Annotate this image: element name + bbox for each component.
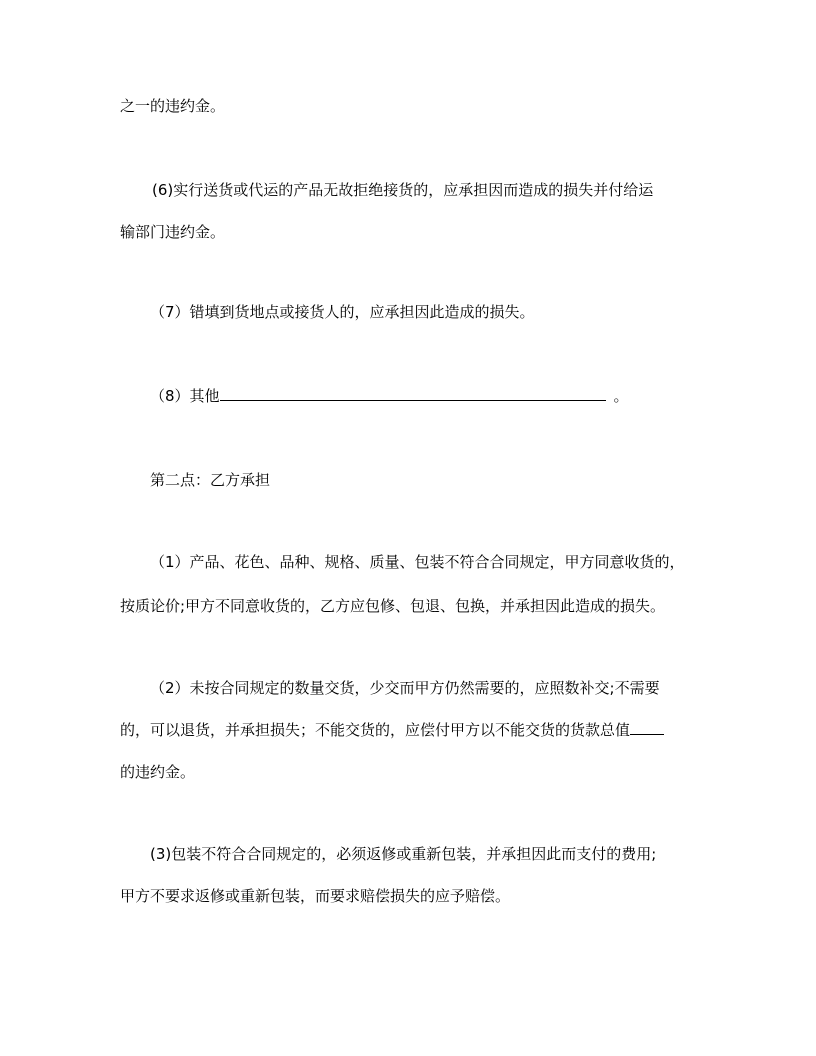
text-line: 之一的违约金。 (120, 97, 226, 115)
clause-b2-line-1: （2）未按合同规定的数量交货，少交而甲方仍然需要的，应照数补交;不需要 (150, 679, 660, 697)
clause-b1-line-2: 按质论价;甲方不同意收货的，乙方应包修、包退、包换，并承担因此造成的损失。 (120, 597, 666, 615)
section-heading: 第二点：乙方承担 (150, 471, 271, 489)
clause-7: （7）错填到货地点或接货人的，应承担因此造成的损失。 (150, 303, 535, 321)
clause-b3-line-1: (3)包装不符合合同规定的，必须返修或重新包装，并承担因此而支付的费用; (150, 845, 657, 863)
clause-6-line-1: (6)实行送货或代运的产品无故拒绝接货的，应承担因而造成的损失并付给运 (152, 181, 654, 199)
clause-b2-line-2 (120, 720, 664, 740)
clause-b2-text: 的，可以退货，并承担损失；不能交货的，应偿付甲方以不能交货的货款总值 (120, 721, 631, 739)
clause-8 (150, 386, 629, 406)
clause-6-line-2: 输部门违约金。 (120, 223, 226, 241)
clause-b2-line-3: 的违约金。 (120, 763, 196, 781)
fill-in-blank (220, 386, 606, 401)
clause-8-label: （8）其他 (150, 387, 220, 405)
fill-in-blank (630, 720, 664, 735)
clause-b1-line-1: （1）产品、花色、品种、规格、质量、包装不符合合同规定，甲方同意收货的， (150, 553, 685, 571)
clause-8-period: 。 (613, 387, 629, 405)
clause-b3-line-2: 甲方不要求返修或重新包装，而要求赔偿损失的应予赔偿。 (120, 887, 511, 905)
